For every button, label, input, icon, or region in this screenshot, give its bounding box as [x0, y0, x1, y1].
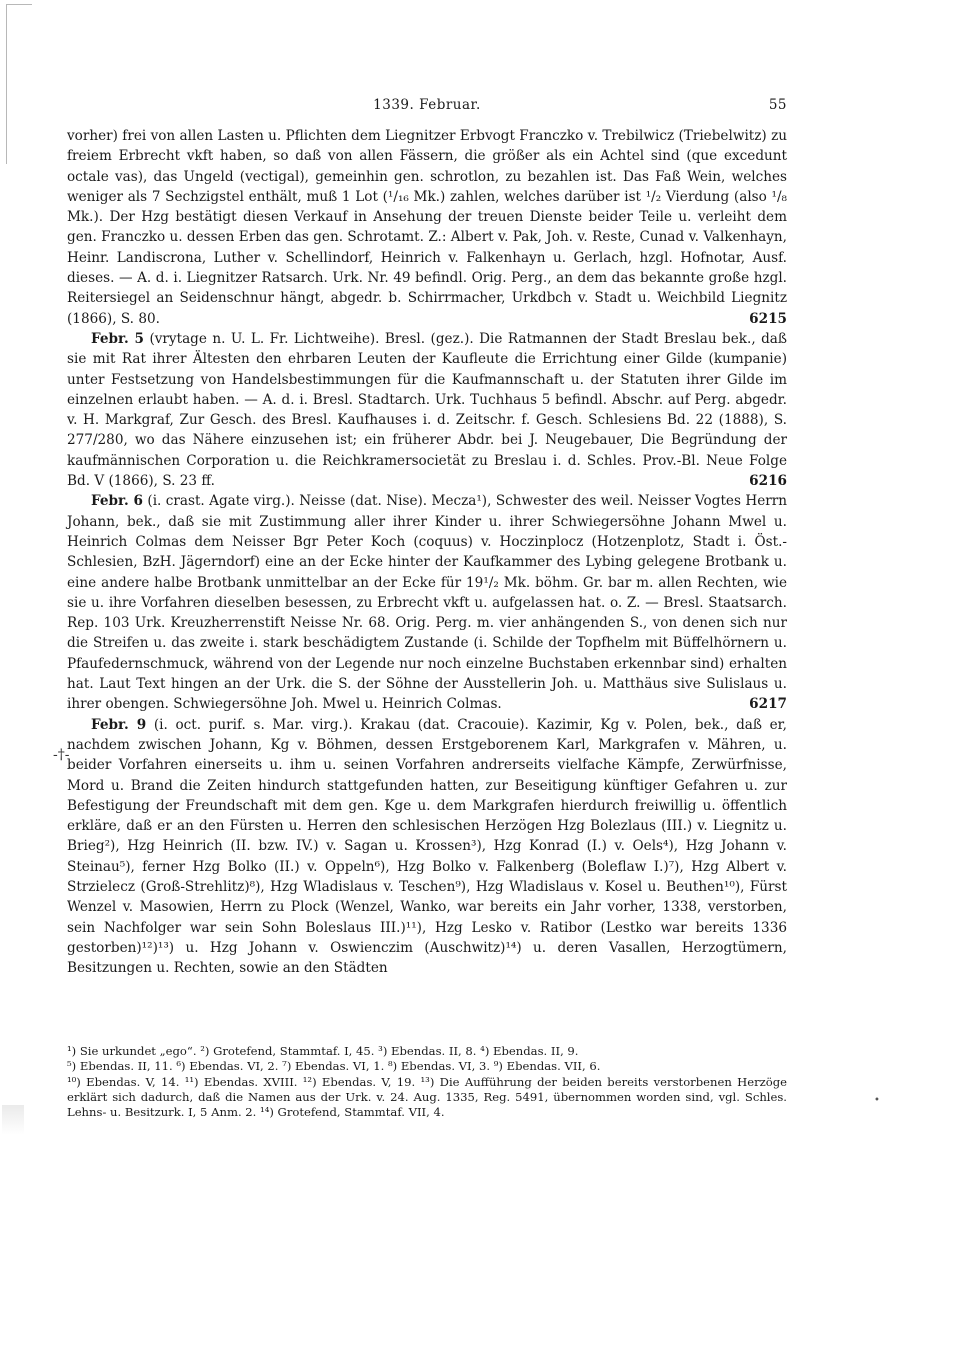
margin-cross-mark: -†-: [53, 747, 70, 763]
entry-date: Febr. 6: [91, 493, 143, 510]
regest-number: 6216: [749, 473, 787, 490]
paragraph-6217: [67, 491, 787, 714]
page-number: 55: [768, 97, 787, 113]
paragraph-text: (vrytage n. U. L. Fr. Lichtweihe). Bresl. (gez.). Die Ratmannen der Stadt Breslau bek., daß sie mit Rat ihrer Ältesten den ehrbaren Leuten der Kaufleute die Errichtung einer Gilde (kumpanie) unter Festsetzung von Handelsbestimmungen für die Kaufmannschaft u. der Statuten ihrer Gilde im einzelnen erlaubt haben. — A. d. i. Bresl. Stadtarch. Urk. Tuchhaus 5 befindl. Abschr. auf Perg. abgedr. v. H. Markgraf, Zur Gesch. des Bresl. Kaufhauses i. d. Zeitschr. f. Gesch. Schlesiens Bd. 22 (1888), S. 277/280, wo das Nähere einzusehen ist; ein früherer Abdr. bei J. Neugebauer, Die Begründung der kaufmännischen Corporation u. die Reichkramersocietät zu Breslau i. d. Schles. Prov.-Bl. Neue Folge Bd. V (1866), S. 23 ff.: [67, 330, 787, 490]
paragraph-text: vorher) frei von allen Lasten u. Pflichten dem Liegnitzer Erbvogt Franczko v. Trebilwicz (Triebelwitz) zu freiem Erbrecht vkft haben, so daß von allen Fässern, die größer als ein Achtel sind (que excedunt octale vas), das Ungeld (vectigal), gemeinhin gen. schrotlon, zu bezahlen ist. Das Faß Wein, welches weniger als 7 Sechzigstel enthält, muß 1 Lot (¹/₁₆ Mk.) zahlen, welches darüber ist ¹/₂ Vierdung (also ¹/₈ Mk.). Der Hzg bestätigt diesen Verkauf in Ansehung der treuen Dienste beider Teile u. verleiht dem gen. Franczko u. dessen Erben das gen. Schrotamt. Z.: Albert v. Pak, Joh. v. Reste, Cunad v. Valkenhayn, Heinr. Landiscrona, Luther v. Schellindorf, Heinrich v. Falkenhayn u. Gerlach, hzgl. Hofnotar, Ausf. dieses. — A. d. i. Liegnitzer Ratsarch. Urk. Nr. 49 befindl. Orig. Perg., an dem das bekannte große hzgl. Reitersiegel an Seidenschnur hängt, abgedr. b. Schirrmacher, Urkdbch v. Stadt u. Weichbild Liegnitz (1866), S. 80.: [67, 128, 787, 327]
crop-mark: [6, 4, 7, 164]
paragraph-6218: [67, 715, 787, 979]
footnote-line: ¹⁰) Ebendas. V, 14. ¹¹) Ebendas. XVIII. ¹²) Ebendas. V, 19. ¹³) Die Aufführung der beiden bereits verstorbenen Herzöge erklärt sich dadurch, daß die Namen aus der Urk. v. 24. Aug. 1335, Reg. 5491, übernommen worden sind, vgl. Schles. Lehns- u. Besitzurk. I, 5 Anm. 2. ¹⁴) Grotefend, Stammtaf. VII, 4.: [67, 1074, 787, 1120]
regest-number: 6217: [749, 696, 787, 713]
footnote-line: ¹) Sie urkundet „ego“. ²) Grotefend, Stammtaf. I, 45. ³) Ebendas. II, 8. ⁴) Ebendas. II, 9.: [67, 1044, 579, 1058]
paragraph-text: (i. crast. Agate virg.). Neisse (dat. Nise). Mecza¹), Schwester des weil. Neisser Vogtes Herrn Johann, bek., daß sie mit Zustimmung aller ihrer Kinder u. ihrer Schwiegersöhne Johann Mwel u. Heinrich Colmas dem Neisser Bgr Peter Koch (coquus) v. Hoczinplocz (Hotzenplotz, Stadt i. Öst.-Schlesien, BzH. Jägerndorf) eine an der Ecke hinter der Kaufkammer des Lybing gelegene Brotbank u. eine andere halbe Brotbank unmittelbar an der Ecke für 19¹/₂ Mk. böhm. Gr. bar m. allen Rechten, wie sie u. ihre Vorfahren dieselben besessen, zu Erbrecht vkft u. aufgelassen hat. o. Z. — Bresl. Staatsarch. Rep. 103 Urk. Kreuzherrenstift Neisse Nr. 68. Orig. Perg. m. vier anhängenden S., von denen sich nur die Streifen u. das zweite i. stark beschädigtem Zustande (i. Schilde der Topfhelm mit Büffelhörnern u. Pfaufedernschmuck, während von der Legende nur noch einzelne Buchstaben erkennbar sind) erhalten hat. Laut Text hingen an der Urk. die S. der Söhne der Ausstellerin Joh. u. Matthäus sive Sulislaus u. ihrer obengen. Schwiegersöhne Joh. Mwel u. Heinrich Colmas.: [67, 493, 787, 713]
main-text: [67, 126, 787, 978]
footnote-line: ⁵) Ebendas. II, 11. ⁶) Ebendas. VI, 2. ⁷) Ebendas. VI, 1. ⁸) Ebendas. VI, 3. ⁹) Ebendas. VII, 6.: [67, 1059, 601, 1074]
footnotes: [67, 1044, 787, 1120]
page-header: [67, 97, 787, 121]
running-title: 1339. Februar.: [373, 97, 481, 113]
scan-smudge: [2, 1105, 24, 1135]
paragraph-6216: [67, 329, 787, 491]
scan-mark: •: [874, 1095, 880, 1106]
entry-date: Febr. 9: [91, 716, 147, 733]
regest-number: 6215: [749, 310, 787, 327]
paragraph-text: (i. oct. purif. s. Mar. virg.). Krakau (dat. Cracouie). Kazimir, Kg v. Polen, bek., daß er, nachdem zwischen Johann, Kg v. Böhmen, dessen Erstgeborenem Karl, Markgrafen v. Mähren, u. beider Vorfahren einerseits u. ihm u. seinen Vorfahren andrerseits vielfache Kämpfe, Zerwürfnisse, Mord u. Brand die Zeiten hindurch stattgefunden hatten, zur Beseitigung künftiger Gefahren u. zur Befestigung der Freundschaft mit dem gen. Kge u. dem Markgrafen hierdurch freiwillig u. öffentlich erkläre, daß er an den Fürsten u. Herren den schlesischen Herzögen Hzg Bolezlaus (III.) v. Liegnitz u. Brieg²), Hzg Heinrich (II. bzw. IV.) v. Sagan u. Krossen³), Hzg Konrad (I.) v. Oels⁴), Hzg Johann v. Steinau⁵), ferner Hzg Bolko (II.) v. Oppeln⁶), Hzg Bolko v. Falkenberg (Boleflaw I.)⁷), Hzg Albert v. Strzielecz (Groß-Strehlitz)⁸), Hzg Wladislaus v. Teschen⁹), Hzg Wladislaus v. Kosel u. Beuthen¹⁰), Fürst Wenzel v. Masowien, Herrn zu Plock (Wenzel, Wanko, war bereits ein Jahr vorher, 1338, verstorben, sein Nachfolger war sein Sohn Boleslaus III.)¹¹), Hzg Lesko v. Ratibor (Lestko war bereits 1336 gestorben)¹²)¹³) u. Hzg Johann v. Oswienczim (Auschwitz)¹⁴) u. deren Vasallen, Herzogtümern, Besitzungen u. Rechten, sowie an den Städten: [67, 716, 787, 977]
paragraph-6215: [67, 126, 787, 329]
entry-date: Febr. 5: [91, 330, 145, 347]
crop-mark: [6, 4, 32, 5]
